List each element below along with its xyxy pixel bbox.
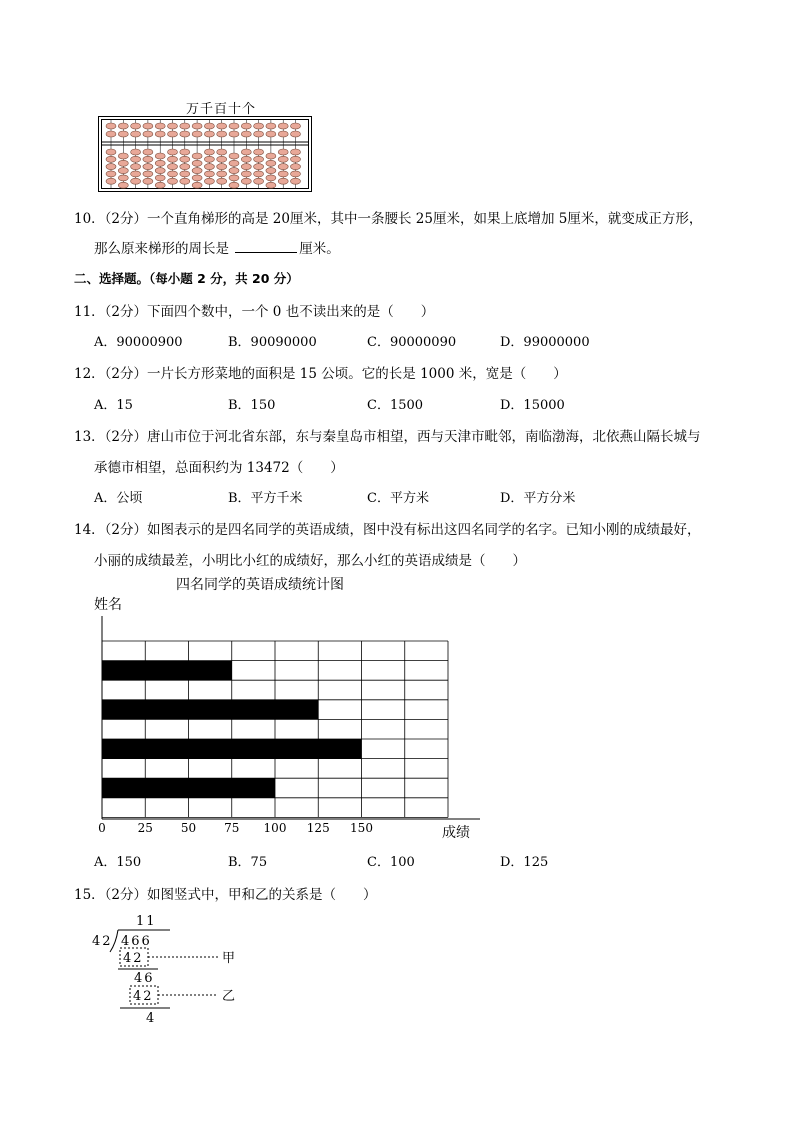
abacus-bead	[266, 160, 276, 166]
abacus-bead	[241, 178, 251, 184]
division-step1: 42	[123, 951, 144, 966]
chart-x-tick-label: 25	[137, 821, 153, 835]
chart-x-tick-label: 125	[306, 821, 330, 835]
division-step2: 42	[133, 989, 154, 1004]
question-13-line2: 承德市相望，总面积约为 13472（ ）	[94, 460, 344, 476]
abacus-bead	[229, 160, 239, 166]
division-remainder: 4	[146, 1011, 155, 1025]
abacus-bead	[266, 175, 276, 181]
section-heading: 二、选择题。（每小题 2 分，共 20 分）	[74, 271, 299, 286]
long-division-figure	[90, 910, 250, 1025]
chart-x-tick-label: 150	[350, 821, 373, 835]
abacus-bead	[118, 131, 128, 137]
abacus-bead	[106, 123, 116, 129]
abacus-bead	[168, 156, 178, 162]
abacus-bead	[278, 123, 288, 129]
abacus-bead	[192, 153, 202, 159]
chart-title: 四名同学的英语成绩统计图	[176, 577, 344, 593]
abacus-bead	[155, 160, 165, 166]
abacus-bead	[229, 182, 239, 188]
abacus-bead	[168, 131, 178, 137]
label-jia: 甲	[222, 951, 236, 966]
abacus-bead	[278, 178, 288, 184]
abacus-bead	[155, 168, 165, 174]
abacus-bead	[168, 171, 178, 177]
abacus-bead	[118, 168, 128, 174]
label-yi: 乙	[222, 989, 236, 1004]
abacus-bead	[217, 164, 227, 170]
question-14-line1: 14．（2分）如图表示的是四名同学的英语成绩，图中没有标出这四名同学的名字。已知小刚的成绩最好，	[74, 522, 701, 538]
abacus-bead	[278, 164, 288, 170]
abacus-bead	[266, 168, 276, 174]
abacus-bead	[241, 164, 251, 170]
abacus-bead	[180, 156, 190, 162]
q13-option-a[interactable]: A．公顷	[94, 491, 143, 506]
abacus-bead	[204, 149, 214, 155]
abacus-place-labels: 万千百十个	[186, 102, 257, 117]
abacus-bead	[291, 171, 301, 177]
abacus-bead	[266, 182, 276, 188]
abacus-bead	[241, 171, 251, 177]
abacus-bead	[291, 123, 301, 129]
abacus-bead	[229, 131, 239, 137]
division-divisor: 42	[92, 934, 113, 949]
q14-option-b[interactable]: B．75	[228, 855, 268, 870]
abacus-bead	[291, 156, 301, 162]
abacus-bead	[254, 178, 264, 184]
q14-option-d[interactable]: D．125	[500, 855, 549, 870]
q12-option-c[interactable]: C．1500	[367, 398, 424, 413]
abacus-bead	[168, 164, 178, 170]
question-12: 12．（2分）一片长方形菜地的面积是 15 公顷。它的长是 1000 米，宽是（ ）	[74, 366, 567, 382]
abacus-bead	[291, 131, 301, 137]
question-13-line1: 13．（2分）唐山市位于河北省东部，东与秦皇岛市相望，西与天津市毗邻，南临渤海，北依燕山隔长城与	[74, 429, 701, 445]
abacus-bead	[180, 171, 190, 177]
abacus-bead	[266, 153, 276, 159]
abacus-bead	[204, 164, 214, 170]
abacus-bead	[131, 149, 141, 155]
q13-option-d[interactable]: D．平方分米	[500, 491, 576, 506]
question-10-unit: 厘米。	[299, 241, 340, 257]
chart-x-tick-label: 0	[98, 821, 106, 835]
abacus-bead	[155, 175, 165, 181]
abacus-bead	[106, 131, 116, 137]
abacus-bead	[180, 131, 190, 137]
question-15: 15．（2分）如图竖式中，甲和乙的关系是（ ）	[74, 887, 377, 903]
abacus-bead	[266, 123, 276, 129]
abacus-bead	[254, 149, 264, 155]
chart-y-axis-label: 姓名	[94, 597, 122, 613]
abacus-bead	[131, 164, 141, 170]
abacus-bead	[254, 156, 264, 162]
abacus-bead	[229, 153, 239, 159]
abacus-bead	[229, 123, 239, 129]
chart-bar	[102, 739, 362, 759]
abacus-bead	[143, 178, 153, 184]
abacus-bead	[168, 178, 178, 184]
abacus-bead	[204, 178, 214, 184]
abacus-bead	[291, 164, 301, 170]
abacus-bead	[131, 178, 141, 184]
abacus-bead	[180, 164, 190, 170]
abacus-bead	[241, 131, 251, 137]
abacus-bead	[168, 123, 178, 129]
abacus-bead	[278, 171, 288, 177]
english-score-chart	[86, 572, 486, 844]
abacus-bead	[278, 149, 288, 155]
q13-option-b[interactable]: B．平方千米	[228, 491, 303, 506]
abacus-bead	[192, 175, 202, 181]
question-14-line2: 小丽的成绩最差，小明比小红的成绩好，那么小红的英语成绩是（ ）	[94, 553, 526, 569]
abacus-bead	[241, 156, 251, 162]
abacus-bead	[254, 123, 264, 129]
abacus-bead	[155, 182, 165, 188]
abacus-bead	[131, 156, 141, 162]
abacus-bead	[229, 168, 239, 174]
abacus-bead	[217, 178, 227, 184]
abacus-bead	[291, 178, 301, 184]
abacus-bead	[291, 149, 301, 155]
chart-bar	[102, 661, 232, 681]
abacus-bead	[118, 123, 128, 129]
abacus-bead	[118, 175, 128, 181]
abacus-bead	[192, 160, 202, 166]
abacus-bead	[204, 123, 214, 129]
abacus-bead	[131, 131, 141, 137]
abacus-bead	[204, 171, 214, 177]
abacus-bead	[143, 123, 153, 129]
question-10-line2	[94, 237, 340, 257]
abacus-bead	[204, 156, 214, 162]
q12-option-d[interactable]: D．15000	[500, 398, 565, 413]
abacus-bead	[192, 123, 202, 129]
division-remainder1: 46	[134, 971, 155, 986]
abacus-bead	[254, 131, 264, 137]
q11-option-d[interactable]: D．99000000	[500, 335, 590, 350]
abacus-bead	[204, 131, 214, 137]
abacus-bead	[131, 171, 141, 177]
abacus-bead	[278, 156, 288, 162]
question-10-text: 那么原来梯形的周长是	[94, 241, 229, 257]
abacus-bead	[217, 149, 227, 155]
question-11: 11．（2分）下面四个数中，一个 0 也不读出来的是（ ）	[74, 304, 435, 320]
abacus-bead	[155, 131, 165, 137]
abacus-bead	[131, 123, 141, 129]
abacus-bead	[118, 160, 128, 166]
q12-option-a[interactable]: A．15	[94, 398, 133, 413]
abacus-bead	[229, 175, 239, 181]
division-quotient: 11	[136, 914, 157, 929]
chart-bar	[102, 778, 275, 798]
chart-x-tick-label: 100	[263, 821, 287, 835]
abacus-bead	[192, 182, 202, 188]
abacus-bead	[192, 131, 202, 137]
q14-option-a[interactable]: A．150	[94, 855, 142, 870]
abacus-figure	[98, 116, 312, 192]
q12-option-b[interactable]: B．150	[228, 398, 276, 413]
abacus-bead	[180, 149, 190, 155]
abacus-bead	[217, 131, 227, 137]
abacus-bead	[118, 182, 128, 188]
abacus-bead	[266, 131, 276, 137]
abacus-bead	[217, 171, 227, 177]
abacus-bead	[106, 171, 116, 177]
abacus-bead	[241, 123, 251, 129]
q11-option-c[interactable]: C．90000090	[367, 335, 457, 350]
chart-bar	[102, 700, 318, 720]
abacus-bead	[143, 156, 153, 162]
abacus-bead	[168, 149, 178, 155]
q11-option-b[interactable]: B．90090000	[228, 335, 317, 350]
abacus-bead	[106, 156, 116, 162]
chart-x-tick-label: 75	[224, 821, 240, 835]
abacus-bead	[180, 123, 190, 129]
chart-x-axis-label: 成绩	[442, 825, 470, 841]
answer-blank[interactable]	[235, 240, 297, 253]
q11-option-a[interactable]: A．90000900	[94, 335, 183, 350]
abacus-bead	[278, 131, 288, 137]
division-dividend: 466	[121, 934, 152, 949]
abacus-bead	[106, 178, 116, 184]
abacus-bead	[217, 156, 227, 162]
abacus-bead	[155, 123, 165, 129]
abacus-bead	[241, 149, 251, 155]
q14-option-c[interactable]: C．100	[367, 855, 415, 870]
q13-option-c[interactable]: C．平方米	[367, 491, 429, 506]
chart-x-tick-label: 50	[180, 821, 197, 835]
abacus-bead	[192, 168, 202, 174]
abacus-bead	[155, 153, 165, 159]
abacus-bead	[143, 149, 153, 155]
abacus-bead	[180, 178, 190, 184]
abacus-bead	[217, 123, 227, 129]
abacus-bead	[254, 164, 264, 170]
abacus-bead	[118, 153, 128, 159]
abacus-bead	[143, 171, 153, 177]
abacus-bead	[143, 164, 153, 170]
abacus-bead	[106, 164, 116, 170]
abacus-bead	[254, 171, 264, 177]
abacus-bead	[143, 131, 153, 137]
abacus-bead	[106, 149, 116, 155]
question-10-line1: 10．（2分）一个直角梯形的高是 20厘米，其中一条腰长 25厘米，如果上底增加 5厘米，就变成正方形，	[74, 211, 703, 227]
